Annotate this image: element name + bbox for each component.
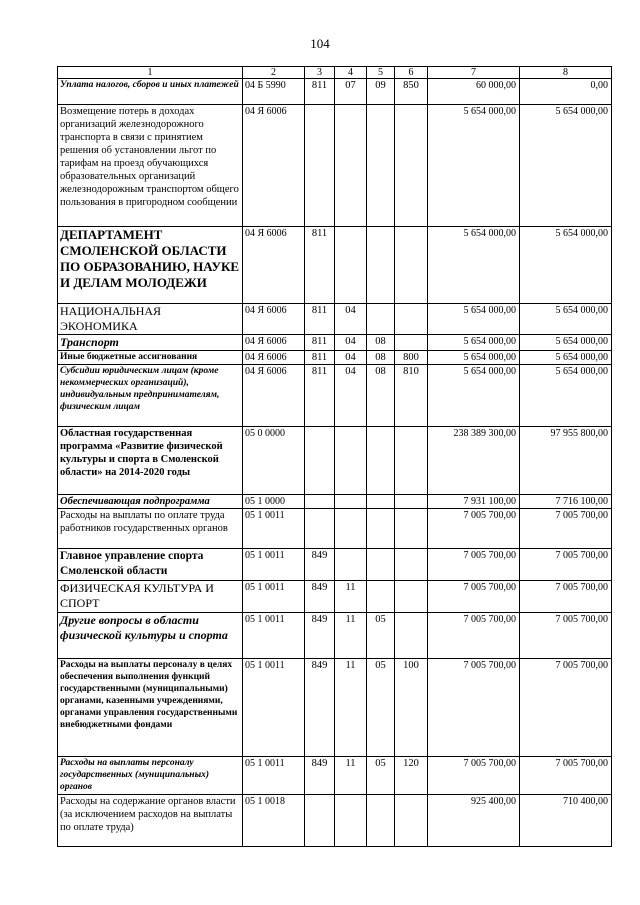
section-code	[335, 427, 367, 495]
column-header: 5	[367, 67, 395, 79]
target-code: 04 Я 6006	[243, 227, 305, 304]
amount-col8: 710 400,00	[520, 795, 612, 847]
table-row	[58, 105, 612, 227]
column-header: 1	[58, 67, 243, 79]
column-header: 3	[305, 67, 335, 79]
section-code: 11	[335, 581, 367, 613]
row-name: Областная государственная программа «Развитие физической культуры и спорта в Смоленской области» на 2014-2020 годы	[58, 427, 243, 495]
amount-col7: 7 005 700,00	[428, 509, 520, 549]
target-code: 04 Я 6006	[243, 105, 305, 227]
target-code: 05 1 0011	[243, 509, 305, 549]
amount-col7: 60 000,00	[428, 79, 520, 105]
header-row	[58, 67, 612, 79]
amount-col7: 7 005 700,00	[428, 757, 520, 795]
grbs-code: 849	[305, 757, 335, 795]
target-code: 04 Я 6006	[243, 335, 305, 351]
grbs-code	[305, 495, 335, 509]
subsection-code	[367, 227, 395, 304]
subsection-code: 05	[367, 757, 395, 795]
subsection-code: 08	[367, 335, 395, 351]
grbs-code: 811	[305, 227, 335, 304]
subsection-code	[367, 304, 395, 335]
table-row	[58, 613, 612, 659]
table-row	[58, 227, 612, 304]
table-row	[58, 549, 612, 581]
target-code: 05 1 0011	[243, 549, 305, 581]
row-name: Расходы на выплаты персоналу государственных (муниципальных) органов	[58, 757, 243, 795]
amount-col8: 7 716 100,00	[520, 495, 612, 509]
row-name: Расходы на выплаты по оплате труда работников государственных органов	[58, 509, 243, 549]
grbs-code	[305, 105, 335, 227]
column-header: 6	[395, 67, 428, 79]
expense-type-code	[395, 581, 428, 613]
expense-type-code	[395, 227, 428, 304]
subsection-code: 05	[367, 613, 395, 659]
grbs-code	[305, 509, 335, 549]
section-code	[335, 495, 367, 509]
table-row	[58, 335, 612, 351]
grbs-code	[305, 795, 335, 847]
subsection-code	[367, 427, 395, 495]
grbs-code: 811	[305, 79, 335, 105]
amount-col7: 5 654 000,00	[428, 335, 520, 351]
table-row	[58, 427, 612, 495]
row-name: Расходы на содержание органов власти (за исключением расходов на выплаты по оплате труда)	[58, 795, 243, 847]
amount-col8: 7 005 700,00	[520, 549, 612, 581]
subsection-code	[367, 105, 395, 227]
grbs-code	[305, 427, 335, 495]
row-name: Иные бюджетные ассигнования	[58, 351, 243, 365]
amount-col7: 5 654 000,00	[428, 351, 520, 365]
expense-type-code	[395, 304, 428, 335]
section-code	[335, 509, 367, 549]
row-name: Возмещение потерь в доходах организаций железнодорожного транспорта в связи с принятием решения об установлении льгот по тарифам на проезд обучающихся образовательных организаций железнодорожным транспортом общего пользования в пригородном сообщении	[58, 105, 243, 227]
amount-col8: 0,00	[520, 79, 612, 105]
grbs-code: 811	[305, 304, 335, 335]
row-name: НАЦИОНАЛЬНАЯ ЭКОНОМИКА	[58, 304, 243, 335]
target-code: 05 1 0000	[243, 495, 305, 509]
amount-col7: 5 654 000,00	[428, 227, 520, 304]
subsection-code	[367, 495, 395, 509]
table-row	[58, 365, 612, 427]
subsection-code	[367, 549, 395, 581]
amount-col8: 5 654 000,00	[520, 304, 612, 335]
target-code: 04 Я 6006	[243, 351, 305, 365]
column-header: 2	[243, 67, 305, 79]
section-code: 07	[335, 79, 367, 105]
grbs-code: 849	[305, 549, 335, 581]
target-code: 05 1 0018	[243, 795, 305, 847]
column-header: 7	[428, 67, 520, 79]
expense-type-code: 100	[395, 659, 428, 757]
target-code: 05 0 0000	[243, 427, 305, 495]
section-code	[335, 105, 367, 227]
expense-type-code: 810	[395, 365, 428, 427]
target-code: 04 Я 6006	[243, 304, 305, 335]
section-code	[335, 795, 367, 847]
expense-type-code: 120	[395, 757, 428, 795]
target-code: 05 1 0011	[243, 659, 305, 757]
target-code: 05 1 0011	[243, 581, 305, 613]
row-name: ДЕПАРТАМЕНТ СМОЛЕНСКОЙ ОБЛАСТИ ПО ОБРАЗОВАНИЮ, НАУКЕ И ДЕЛАМ МОЛОДЕЖИ	[58, 227, 243, 304]
amount-col8: 7 005 700,00	[520, 757, 612, 795]
target-code: 05 1 0011	[243, 613, 305, 659]
section-code	[335, 549, 367, 581]
amount-col7: 238 389 300,00	[428, 427, 520, 495]
amount-col8: 5 654 000,00	[520, 105, 612, 227]
row-name: Расходы на выплаты персоналу в целях обеспечения выполнения функций государственными (муниципальными) органами, казенными учреждениями, органами управления государственными внебюджетными фондами	[58, 659, 243, 757]
section-code: 04	[335, 304, 367, 335]
amount-col8: 5 654 000,00	[520, 227, 612, 304]
row-name: Транспорт	[58, 335, 243, 351]
amount-col7: 7 005 700,00	[428, 613, 520, 659]
section-code: 11	[335, 613, 367, 659]
section-code: 04	[335, 365, 367, 427]
amount-col8: 5 654 000,00	[520, 365, 612, 427]
expense-type-code	[395, 335, 428, 351]
grbs-code: 811	[305, 351, 335, 365]
subsection-code	[367, 509, 395, 549]
subsection-code	[367, 795, 395, 847]
amount-col8: 7 005 700,00	[520, 581, 612, 613]
subsection-code	[367, 581, 395, 613]
grbs-code: 849	[305, 613, 335, 659]
grbs-code: 849	[305, 581, 335, 613]
section-code: 04	[335, 335, 367, 351]
table-row	[58, 304, 612, 335]
section-code: 11	[335, 757, 367, 795]
amount-col7: 7 005 700,00	[428, 659, 520, 757]
column-header: 8	[520, 67, 612, 79]
amount-col8: 7 005 700,00	[520, 613, 612, 659]
amount-col7: 5 654 000,00	[428, 304, 520, 335]
amount-col8: 7 005 700,00	[520, 659, 612, 757]
table-row	[58, 509, 612, 549]
subsection-code: 08	[367, 351, 395, 365]
expense-type-code	[395, 509, 428, 549]
row-name: Главное управление спорта Смоленской области	[58, 549, 243, 581]
expense-type-code	[395, 795, 428, 847]
expense-type-code: 850	[395, 79, 428, 105]
section-code: 04	[335, 351, 367, 365]
expense-type-code	[395, 495, 428, 509]
expense-type-code	[395, 105, 428, 227]
row-name: Уплата налогов, сборов и иных платежей	[58, 79, 243, 105]
grbs-code: 811	[305, 365, 335, 427]
table-row	[58, 757, 612, 795]
table-row	[58, 351, 612, 365]
expense-type-code	[395, 427, 428, 495]
grbs-code: 849	[305, 659, 335, 757]
amount-col8: 7 005 700,00	[520, 509, 612, 549]
table-row	[58, 659, 612, 757]
subsection-code: 08	[367, 365, 395, 427]
grbs-code: 811	[305, 335, 335, 351]
amount-col7: 5 654 000,00	[428, 105, 520, 227]
row-name: Обеспечивающая подпрограмма	[58, 495, 243, 509]
table-row	[58, 795, 612, 847]
row-name: Субсидии юридическим лицам (кроме некоммерческих организаций), индивидуальным предпринимателям, физическим лицам	[58, 365, 243, 427]
amount-col8: 5 654 000,00	[520, 351, 612, 365]
expense-type-code	[395, 549, 428, 581]
amount-col7: 7 005 700,00	[428, 581, 520, 613]
subsection-code: 09	[367, 79, 395, 105]
amount-col7: 925 400,00	[428, 795, 520, 847]
table-row	[58, 581, 612, 613]
target-code: 05 1 0011	[243, 757, 305, 795]
amount-col7: 5 654 000,00	[428, 365, 520, 427]
section-code: 11	[335, 659, 367, 757]
row-name: Другие вопросы в области физической культуры и спорта	[58, 613, 243, 659]
row-name: ФИЗИЧЕСКАЯ КУЛЬТУРА И СПОРТ	[58, 581, 243, 613]
expense-type-code: 800	[395, 351, 428, 365]
budget-table	[57, 66, 612, 847]
amount-col8: 97 955 800,00	[520, 427, 612, 495]
amount-col7: 7 005 700,00	[428, 549, 520, 581]
expense-type-code	[395, 613, 428, 659]
target-code: 04 Б 5990	[243, 79, 305, 105]
section-code	[335, 227, 367, 304]
page-number: 104	[310, 36, 330, 51]
amount-col8: 5 654 000,00	[520, 335, 612, 351]
amount-col7: 7 931 100,00	[428, 495, 520, 509]
subsection-code: 05	[367, 659, 395, 757]
table-row	[58, 495, 612, 509]
table-row	[58, 79, 612, 105]
column-header: 4	[335, 67, 367, 79]
target-code: 04 Я 6006	[243, 365, 305, 427]
